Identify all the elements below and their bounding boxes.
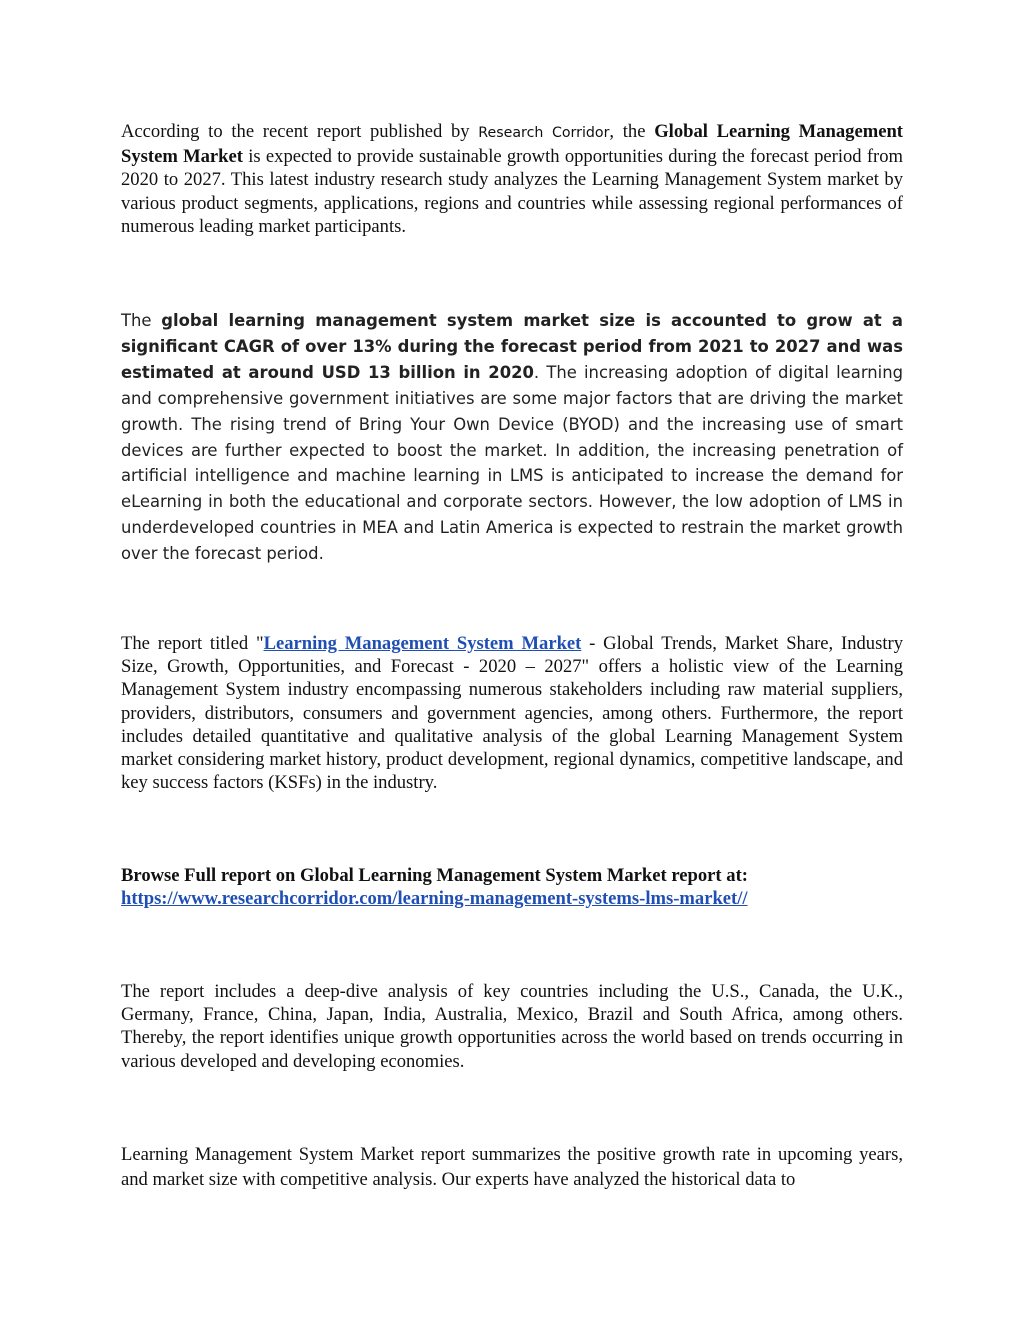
market-size-highlight: global learning management system market size is accounted to grow at a significant CAGR of over 13% during the forecast period from 2021 to 2027 and was estimated at around USD 13 billion in 2020 xyxy=(121,311,903,382)
report-title-paragraph xyxy=(121,632,903,794)
countries-paragraph: The report includes a deep-dive analysis of key countries including the U.S., Canada, the U.K., Germany, France, China, Japan, India, Australia, Mexico, Brazil and South Africa, among others. Thereby, the report identifies unique growth opportunities across the world based on trends occurring in various developed and developing economies. xyxy=(121,981,903,1072)
market-size-text-start: The xyxy=(121,311,162,330)
market-size-text-end: . The increasing adoption of digital learning and comprehensive government initiatives are some major factors that are driving the market growth. The rising trend of Bring Your Own Device (BYOD) and the increasing use of smart devices are further expected to boost the market. In addition, the increasing penetration of artificial intelligence and machine learning in LMS is anticipated to increase the demand for eLearning in both the educational and corporate sectors. However, the low adoption of LMS in underdeveloped countries in MEA and Latin America is expected to restrain the market growth over the forecast period. xyxy=(121,362,903,564)
intro-text-end: is expected to provide sustainable growth opportunities during the forecast period from 2020 to 2027. This latest industry research study analyzes the Learning Management System market by various product segments, applications, regions and countries while assessing regional performances of numerous leading market participants. xyxy=(121,146,904,237)
report-title-text-start: The report titled " xyxy=(121,633,264,654)
intro-text-mid: , the xyxy=(609,121,655,142)
browse-report-heading: Browse Full report on Global Learning Management System Market report at: xyxy=(121,865,748,886)
intro-paragraph xyxy=(121,120,903,238)
market-name-bold: Global Learning Management System Market xyxy=(121,121,903,168)
report-title-text-end: - Global Trends, Market Share, Industry Size, Growth, Opportunities, and Forecast - 2020 – 2027" offers a holistic view of the Learning Management System industry encompassing numerous stakeholders including raw material suppliers, providers, distributors, consumers and government agencies, among others. Furthermore, the report includes detailed quantitative and qualitative analysis of the global Learning Management System market considering market history, product development, regional dynamics, competitive landscape, and key success factors (KSFs) in the industry. xyxy=(121,633,903,794)
browse-report-paragraph xyxy=(121,864,903,910)
intro-text-start: According to the recent report published by xyxy=(121,121,479,142)
report-url-link[interactable]: https://www.researchcorridor.com/learning-management-systems-lms-market// xyxy=(121,888,748,910)
market-size-paragraph xyxy=(121,308,903,567)
report-title-link[interactable]: Learning Management System Market xyxy=(263,633,582,654)
publisher-name: Research Corridor xyxy=(478,125,610,141)
summary-paragraph: Learning Management System Market report summarizes the positive growth rate in upcoming years, and market size with competitive analysis. Our experts have analyzed the historical data to xyxy=(121,1144,903,1190)
